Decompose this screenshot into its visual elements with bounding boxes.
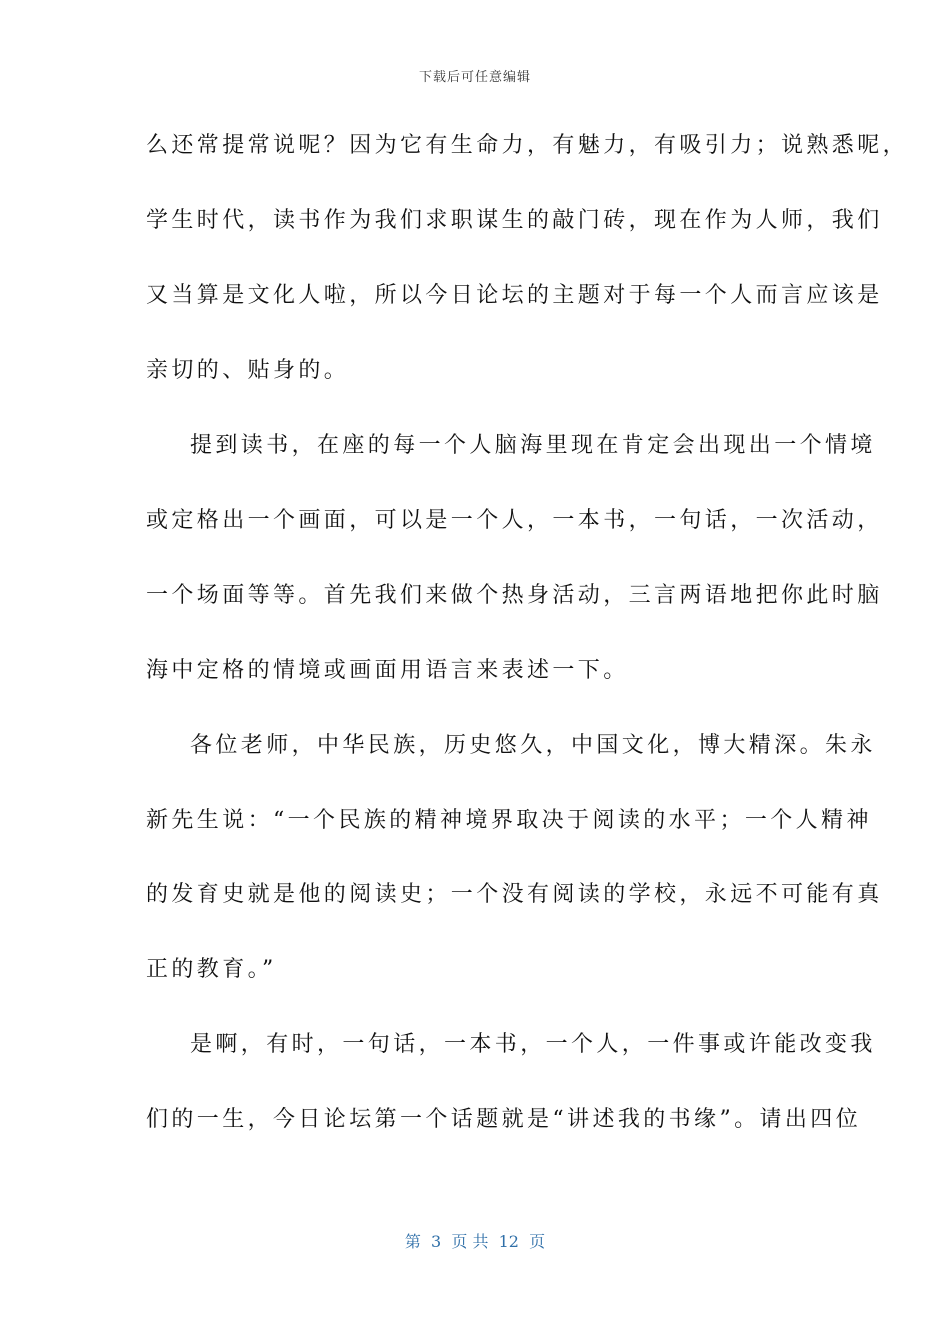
text-line: 各位老师，中华民族，历史悠久，中国文化，博大精深。朱永 bbox=[190, 733, 876, 758]
text-line: 新先生说：“一个民族的精神境界取决于阅读的水平；一个人精神 bbox=[146, 808, 872, 833]
text-line: 或定格出一个画面，可以是一个人，一本书，一句话，一次活动， bbox=[146, 508, 883, 533]
text-line: 是啊，有时，一句话，一本书，一个人，一件事或许能改变我 bbox=[190, 1032, 876, 1057]
text-line: 正的教育。” bbox=[146, 957, 277, 982]
text-line: 亲切的、贴身的。 bbox=[146, 358, 350, 383]
text-line: 们的一生，今日论坛第一个话题就是“讲述我的书缘”。请出四位 bbox=[146, 1107, 862, 1132]
page-header-note: 下载后可任意编辑 bbox=[418, 70, 531, 85]
text-line: 又当算是文化人啦，所以今日论坛的主题对于每一个人而言应该是 bbox=[146, 283, 883, 308]
text-line: 一个场面等等。首先我们来做个热身活动，三言两语地把你此时脑 bbox=[146, 583, 883, 608]
text-line: 学生时代，读书作为我们求职谋生的敲门砖，现在作为人师，我们 bbox=[146, 208, 883, 233]
text-line: 的发育史就是他的阅读史；一个没有阅读的学校，永远不可能有真 bbox=[146, 882, 883, 907]
text-line: 提到读书，在座的每一个人脑海里现在肯定会出现出一个情境 bbox=[190, 433, 876, 458]
text-line: 海中定格的情境或画面用语言来表述一下。 bbox=[146, 658, 629, 683]
page-number-footer: 第 3 页 共 12 页 bbox=[404, 1232, 546, 1251]
text-line: 么还常提常说呢？因为它有生命力，有魅力，有吸引力；说熟悉呢， bbox=[146, 133, 909, 158]
